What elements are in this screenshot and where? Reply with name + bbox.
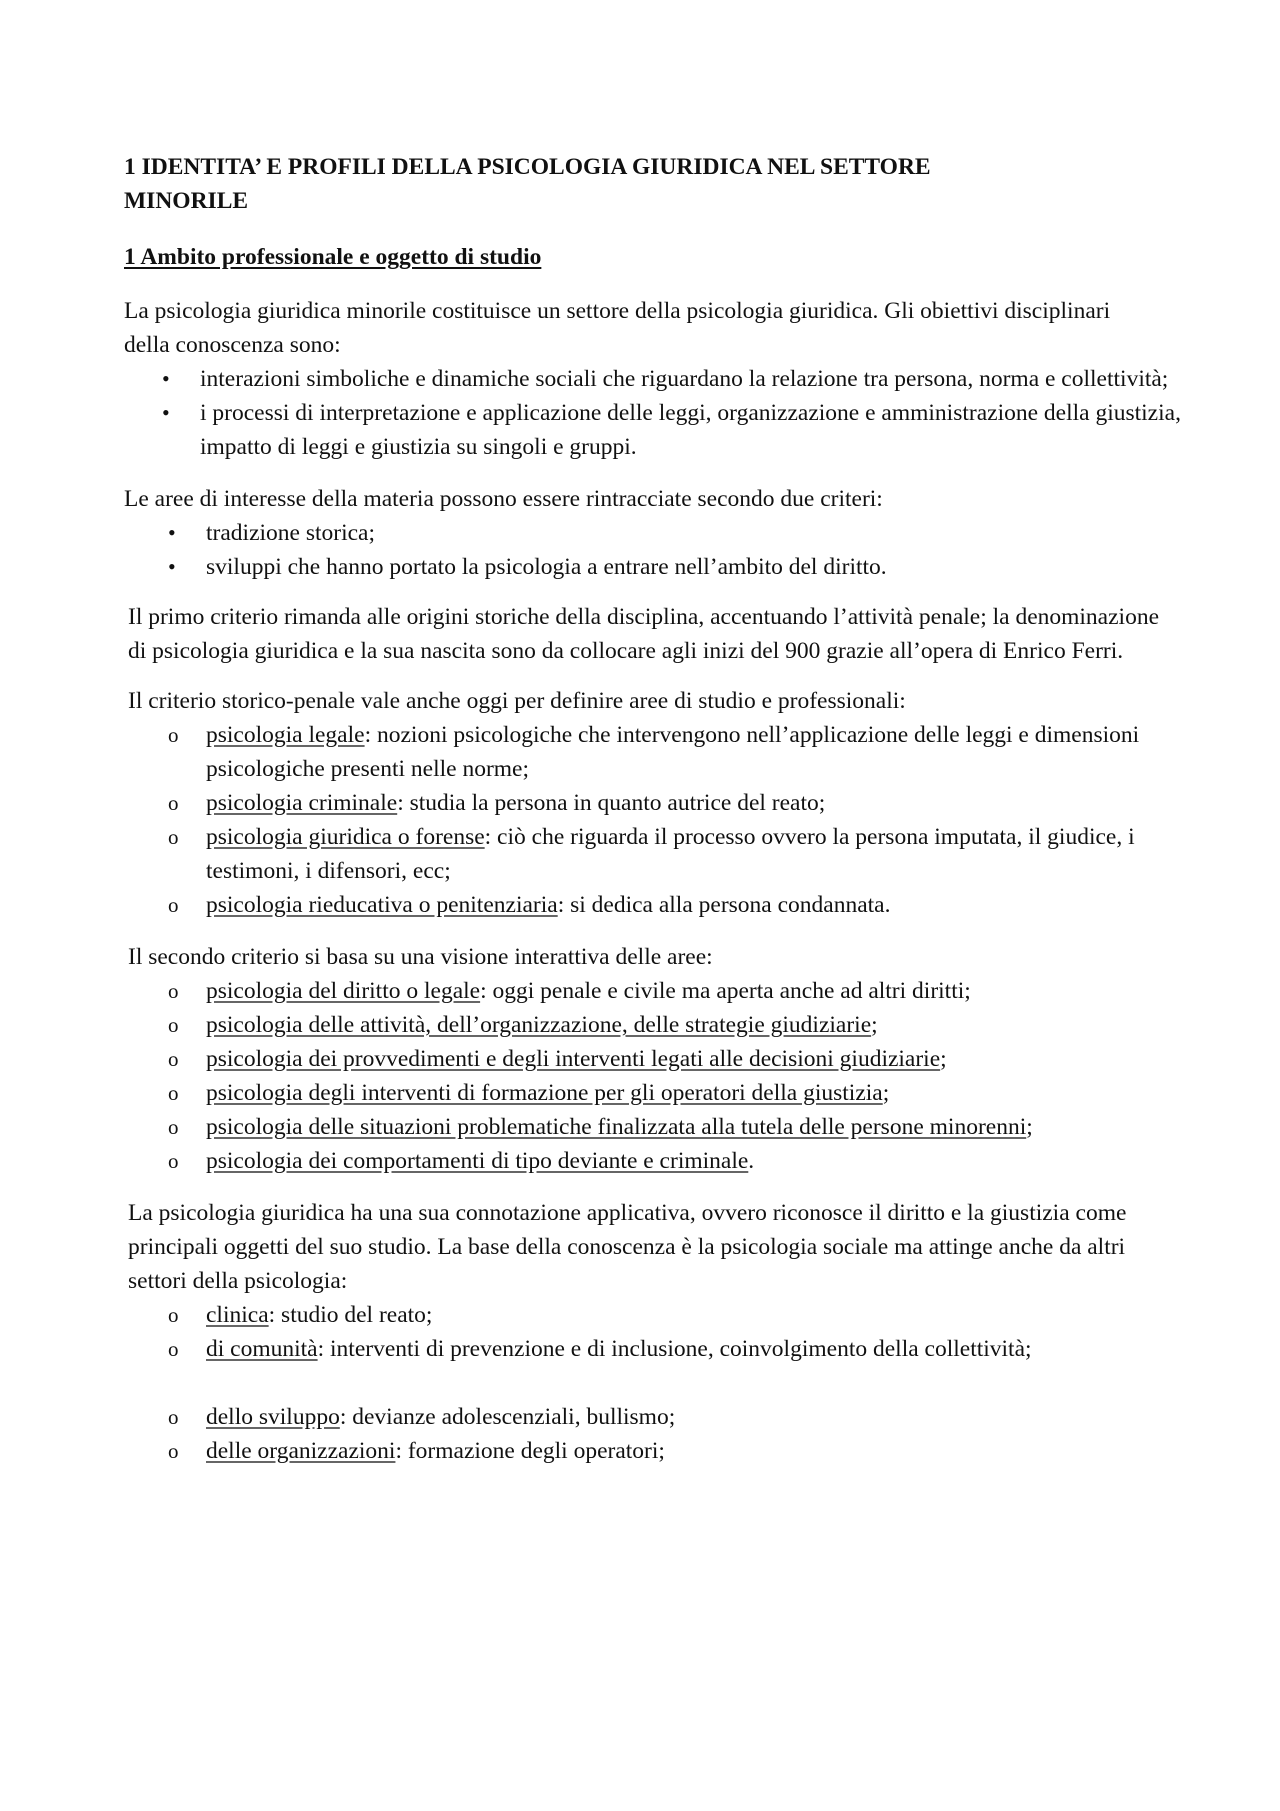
circle-marker: o bbox=[168, 1337, 179, 1361]
sector-term: delle organizzazioni bbox=[206, 1438, 396, 1464]
list-item bbox=[124, 1110, 1166, 1144]
area-description: ; bbox=[871, 1012, 878, 1038]
circle-marker: o bbox=[168, 1081, 179, 1105]
list-item bbox=[124, 974, 1166, 1008]
list-item-text: i processi di interpretazione e applicazione delle leggi, organizzazione e amministrazione della giustizia, impatto di leggi e giustizia su singoli e gruppi. bbox=[200, 400, 1181, 460]
objectives-list bbox=[124, 362, 1184, 464]
list-item bbox=[124, 1400, 1166, 1434]
sector-term: dello sviluppo bbox=[206, 1404, 340, 1430]
list-item bbox=[124, 516, 1184, 550]
circle-marker: o bbox=[168, 1115, 179, 1139]
criteria-list bbox=[124, 516, 1184, 584]
circle-marker: o bbox=[168, 825, 179, 849]
area-description: : nozioni psicologiche che intervengono nell’applicazione delle leggi e dimensioni psicologiche presenti nelle norme; bbox=[206, 722, 1140, 782]
area-term: psicologia del diritto o legale bbox=[206, 978, 481, 1004]
area-term: psicologia degli interventi di formazione per gli operatori della giustizia bbox=[206, 1080, 883, 1106]
bullet-marker: • bbox=[162, 366, 170, 391]
area-term: psicologia dei provvedimenti e degli interventi legati alle decisioni giudiziarie bbox=[206, 1046, 941, 1072]
document-title: 1 IDENTITA’ E PROFILI DELLA PSICOLOGIA GIURIDICA NEL SETTORE MINORILE bbox=[124, 154, 931, 214]
list-item bbox=[124, 1332, 1166, 1366]
list-item bbox=[124, 1008, 1166, 1042]
areas-intro-paragraph: Le aree di interesse della materia possono essere rintracciate secondo due criteri: bbox=[124, 486, 883, 512]
area-description: : ciò che riguarda il processo ovvero la persona imputata, il giudice, i testimoni, i difensori, ecc; bbox=[206, 824, 1135, 884]
sector-description: : studio del reato; bbox=[268, 1302, 433, 1328]
area-term: psicologia dei comportamenti di tipo deviante e criminale bbox=[206, 1148, 749, 1174]
bullet-marker: • bbox=[162, 400, 170, 425]
area-term: psicologia rieducativa o penitenziaria bbox=[206, 892, 558, 918]
circle-marker: o bbox=[168, 1405, 179, 1429]
list-item-text: interazioni simboliche e dinamiche sociali che riguardano la relazione tra persona, norma e collettività; bbox=[200, 366, 1169, 392]
list-item bbox=[124, 1144, 1166, 1178]
second-criterion-paragraph: Il secondo criterio si basa su una visione interattiva delle aree: bbox=[128, 944, 713, 970]
intro-paragraph: La psicologia giuridica minorile costituisce un settore della psicologia giuridica. Gli obiettivi disciplinari della conoscenza sono: bbox=[124, 298, 1111, 358]
bullet-marker: • bbox=[168, 520, 176, 545]
circle-marker: o bbox=[168, 1047, 179, 1071]
list-item bbox=[124, 820, 1166, 888]
list-item bbox=[124, 362, 1200, 396]
list-item bbox=[124, 1042, 1166, 1076]
area-description: : studia la persona in quanto autrice del reato; bbox=[397, 790, 826, 816]
circle-marker: o bbox=[168, 979, 179, 1003]
list-item bbox=[124, 888, 1166, 922]
sector-term: di comunità bbox=[206, 1336, 318, 1362]
list-item-text: sviluppi che hanno portato la psicologia a entrare nell’ambito del diritto. bbox=[206, 554, 887, 580]
section-heading: 1 Ambito professionale e oggetto di studio bbox=[124, 244, 542, 270]
other-sectors-list bbox=[124, 1298, 1184, 1468]
historical-areas-list bbox=[124, 718, 1184, 922]
document-page bbox=[124, 150, 1184, 1468]
circle-marker: o bbox=[168, 1303, 179, 1327]
circle-marker: o bbox=[168, 1149, 179, 1173]
list-item-text: tradizione storica; bbox=[206, 520, 375, 546]
sector-description: : interventi di prevenzione e di inclusione, coinvolgimento della collettività; bbox=[317, 1336, 1032, 1362]
list-item bbox=[124, 718, 1166, 786]
historical-intro-paragraph: Il criterio storico-penale vale anche oggi per definire aree di studio e professionali: bbox=[128, 688, 906, 714]
sector-description: : devianze adolescenziali, bullismo; bbox=[339, 1404, 676, 1430]
area-term: psicologia criminale bbox=[206, 790, 398, 816]
area-description: . bbox=[748, 1148, 755, 1174]
sector-description: : formazione degli operatori; bbox=[395, 1438, 665, 1464]
list-item bbox=[124, 1076, 1166, 1110]
circle-marker: o bbox=[168, 1439, 179, 1463]
list-item bbox=[124, 550, 1184, 584]
circle-marker: o bbox=[168, 1013, 179, 1037]
area-description: ; bbox=[882, 1080, 890, 1106]
list-item bbox=[124, 1298, 1166, 1332]
applied-paragraph: La psicologia giuridica ha una sua connotazione applicativa, ovvero riconosce il diritto e la giustizia come principali oggetti del suo studio. La base della conoscenza è la psicologia sociale ma attinge anche da altri settori della psicologia: bbox=[128, 1200, 1127, 1294]
interactive-areas-list bbox=[124, 974, 1184, 1178]
area-description: ; bbox=[1026, 1114, 1033, 1140]
sector-term: clinica bbox=[206, 1302, 269, 1328]
list-item bbox=[124, 1434, 1166, 1468]
area-description: : si dedica alla persona condannata. bbox=[557, 892, 891, 918]
circle-marker: o bbox=[168, 791, 179, 815]
area-description: : oggi penale e civile ma aperta anche ad altri diritti; bbox=[480, 978, 971, 1004]
area-description: ; bbox=[940, 1046, 947, 1072]
first-criterion-paragraph: Il primo criterio rimanda alle origini storiche della disciplina, accentuando l’attività penale; la denominazione di psicologia giuridica e la sua nascita sono da collocare agli inizi del 900 grazie all’opera di Enrico Ferri. bbox=[128, 604, 1160, 664]
area-term: psicologia delle attività, dell’organizzazione, delle strategie giudiziarie bbox=[206, 1012, 872, 1038]
list-item bbox=[124, 396, 1200, 464]
area-term: psicologia delle situazioni problematiche finalizzata alla tutela delle persone minorenni bbox=[206, 1114, 1027, 1140]
circle-marker: o bbox=[168, 893, 179, 917]
circle-marker: o bbox=[168, 723, 179, 747]
bullet-marker: • bbox=[168, 554, 176, 579]
area-term: psicologia giuridica o forense bbox=[206, 824, 485, 850]
area-term: psicologia legale bbox=[206, 722, 365, 748]
list-item bbox=[124, 786, 1166, 820]
